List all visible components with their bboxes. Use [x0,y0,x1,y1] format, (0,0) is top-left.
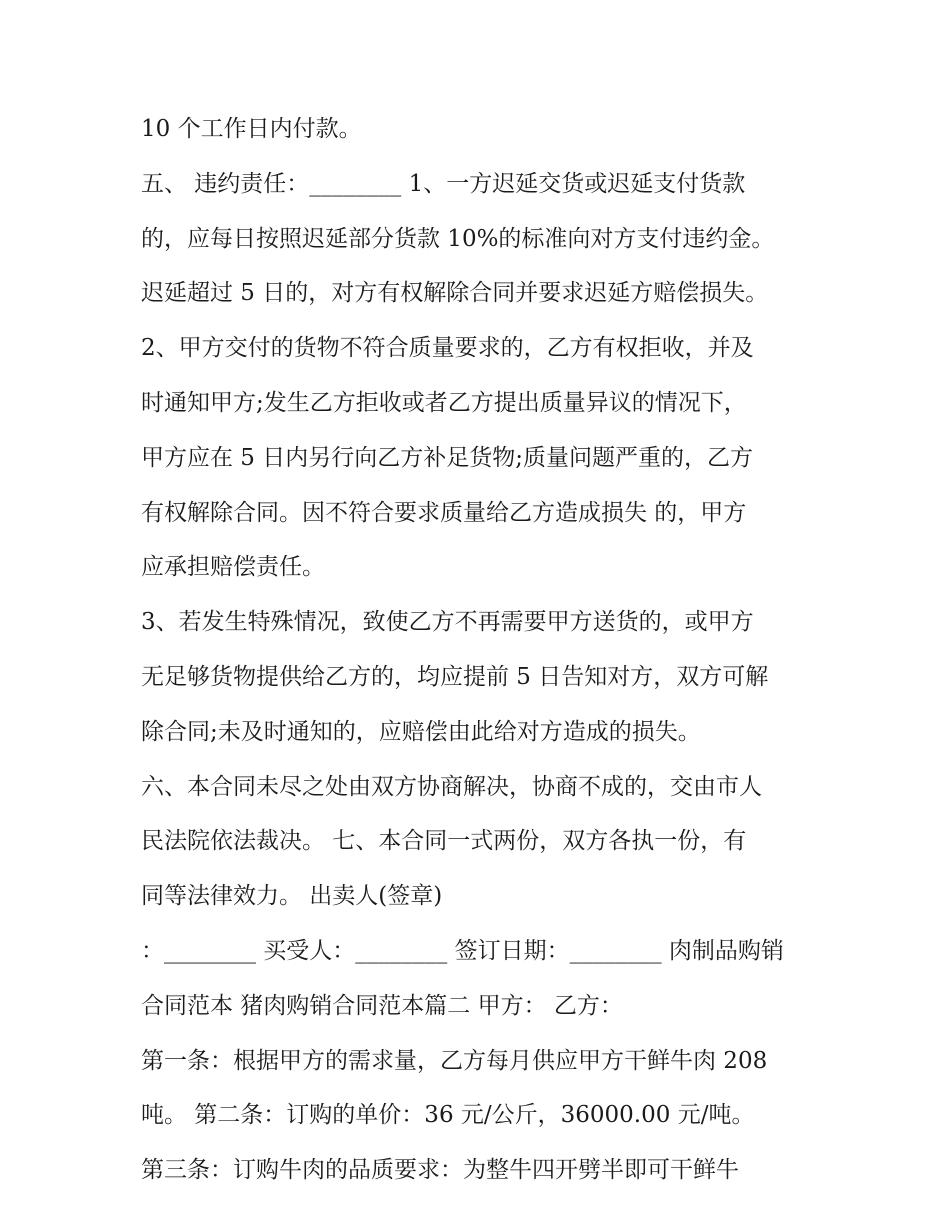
text-line: 合同范本 猪肉购销合同范本篇二 甲方： 乙方： [141,992,623,1019]
text-line: 无足够货物提供给乙方的，均应提前 5 日告知对方，双方可解 [141,663,769,690]
text-line: 的，应每日按照迟延部分货款 10%的标准向对方支付违约金。 [141,225,775,252]
text-line: 时通知甲方;发生乙方拒收或者乙方提出质量异议的情况下， [141,389,747,416]
text-line: 有权解除合同。因不符合要求质量给乙方造成损失 的，甲方 [141,499,747,526]
text-line: 3、若发生特殊情况，致使乙方不再需要甲方送货的，或甲方 [141,609,754,636]
text-line: 2、甲方交付的货物不符合质量要求的，乙方有权拒收，并及 [141,335,754,362]
text-line: 除合同;未及时通知的，应赔偿由此给对方造成的损失。 [141,718,701,745]
text-line: 10 个工作日内付款。 [141,116,362,142]
text-line: 五、 违约责任：________ 1、一方迟延交货或迟延支付货款 [141,170,746,197]
text-line: 民法院依法裁决。 七、本合同一式两份，双方各执一份，有 [141,828,747,855]
text-line: 甲方应在 5 日内另行向乙方补足货物;质量问题严重的，乙方 [141,444,754,471]
text-line: 迟延超过 5 日的，对方有权解除合同并要求迟延方赔偿损失。 [141,280,769,307]
text-line: ：________ 买受人：________ 签订日期：________ 肉制品购销 [141,937,784,964]
text-line: 六、本合同未尽之处由双方协商解决，协商不成的，交由市人 [141,773,762,800]
text-line: 第三条：订购牛肉的品质要求：为整牛四开劈半即可干鲜牛 [141,1157,739,1184]
text-line: 第一条：根据甲方的需求量，乙方每月供应甲方干鲜牛肉 208 [141,1047,768,1074]
text-line: 吨。 第二条：订购的单价：36 元/公斤，36000.00 元/吨。 [141,1102,755,1129]
text-line: 应承担赔偿责任。 [141,554,325,581]
document-body [141,108,831,1204]
text-line: 同等法律效力。 出卖人(签章) [141,883,443,910]
